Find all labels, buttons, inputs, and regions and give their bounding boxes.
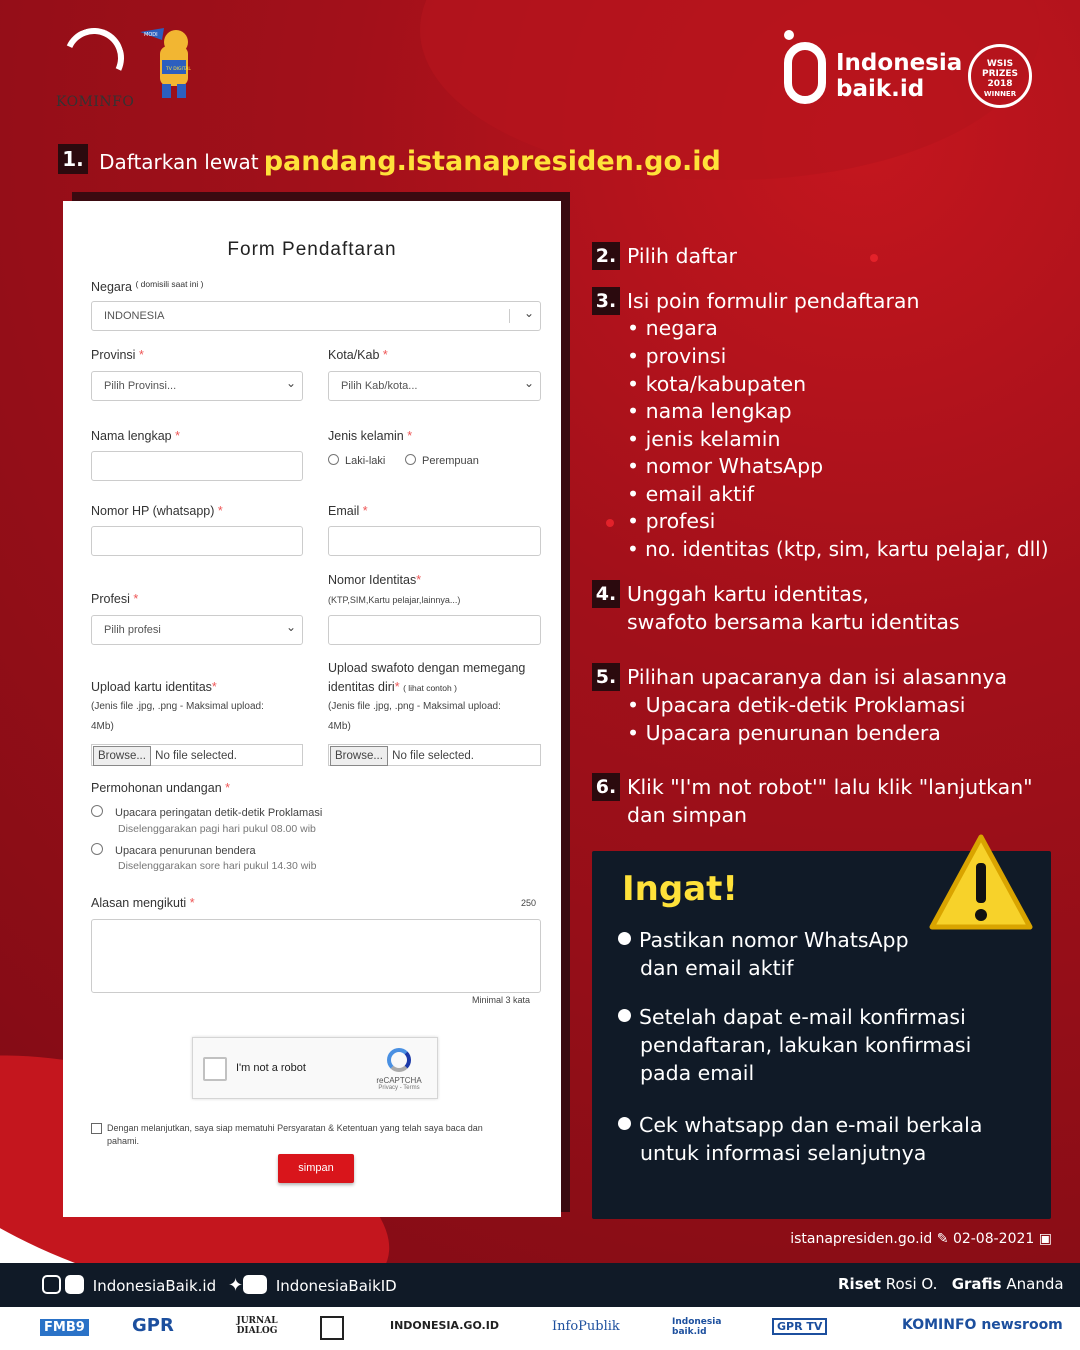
jk-label-text: Jenis kelamin xyxy=(328,429,404,443)
step-3-item: • negara xyxy=(627,316,718,340)
step-3-item: • kota/kabupaten xyxy=(627,372,807,396)
bullet-icon xyxy=(618,1009,631,1022)
jk-label xyxy=(328,429,412,443)
step-3-item: • no. identitas (ktp, sim, kartu pelajar, dll) xyxy=(627,537,1049,561)
required-mark: * xyxy=(138,348,144,362)
brand-line1: Indonesia xyxy=(836,50,963,76)
upload-kartu-label xyxy=(91,680,217,694)
step-6-line1: Klik "I'm not robot'" lalu klik "lanjutkan" xyxy=(627,775,1033,799)
partner-indonesiabaik: Indonesia baik.id xyxy=(672,1317,722,1337)
bullet-icon xyxy=(618,1117,631,1130)
negara-label xyxy=(91,279,204,294)
required-mark: * xyxy=(394,680,400,694)
ingat-line: pendaftaran, lakukan konfirmasi xyxy=(640,1033,972,1057)
identitas-label xyxy=(328,573,421,587)
instagram-icon xyxy=(42,1275,61,1294)
partner-gpr-tv: GPR TV xyxy=(772,1318,827,1335)
profesi-label-text: Profesi xyxy=(91,592,130,606)
step-3-item: • nomor WhatsApp xyxy=(627,454,824,478)
recaptcha[interactable] xyxy=(192,1037,438,1099)
required-mark: * xyxy=(225,781,231,795)
source-date: 02-08-2021 xyxy=(952,1231,1035,1247)
source-line xyxy=(790,1231,1052,1247)
lihat-contoh-link[interactable]: ( lihat contoh ) xyxy=(403,683,457,693)
step-6 xyxy=(592,773,1033,827)
upload-swafoto-hint xyxy=(328,697,501,737)
step-2 xyxy=(592,242,737,270)
calendar-icon: ▣ xyxy=(1038,1231,1052,1247)
kota-select[interactable]: Pilih Kab/kota... ⌄ xyxy=(328,371,541,401)
wsis-badge xyxy=(968,44,1032,108)
permohonan-label xyxy=(91,781,230,795)
step-4-line1: Unggah kartu identitas, xyxy=(627,582,869,606)
step-5-item: • Upacara detik-detik Proklamasi xyxy=(627,693,966,717)
jk-option-male[interactable] xyxy=(328,454,385,467)
provinsi-select[interactable]: Pilih Provinsi... ⌄ xyxy=(91,371,303,401)
step-3-item: • provinsi xyxy=(627,344,727,368)
upacara-option-1[interactable] xyxy=(91,805,322,819)
identitas-input[interactable] xyxy=(328,615,541,645)
radio-icon[interactable] xyxy=(328,454,339,465)
pin-icon: ✎ xyxy=(936,1231,949,1247)
wsis-line: 2018 xyxy=(987,79,1013,89)
hp-label xyxy=(91,504,223,518)
required-mark: * xyxy=(407,429,413,443)
required-mark: * xyxy=(175,429,180,443)
wsis-line: WSIS xyxy=(986,59,1014,69)
recaptcha-checkbox[interactable] xyxy=(203,1057,227,1081)
radio-icon[interactable] xyxy=(91,843,103,855)
kominfo-emblem-icon xyxy=(56,20,133,97)
ingat-line: Cek whatsapp dan e-mail berkala xyxy=(639,1113,983,1137)
hp-input[interactable] xyxy=(91,526,303,556)
recaptcha-text: I'm not a robot xyxy=(236,1062,306,1074)
step-4 xyxy=(592,580,960,634)
required-mark: * xyxy=(362,504,368,518)
email-input[interactable] xyxy=(328,526,541,556)
recaptcha-links[interactable]: Privacy - Terms xyxy=(378,1085,420,1091)
ingat-title: Ingat! xyxy=(622,869,738,909)
step-3-item: • nama lengkap xyxy=(627,399,792,423)
hint-line: (Jenis file .jpg, .png - Maksimal upload: xyxy=(328,701,501,712)
ingat-line: Setelah dapat e-mail konfirmasi xyxy=(639,1005,966,1029)
step-5-text: Pilihan upacaranya dan isi alasannya xyxy=(627,665,1008,689)
agree-text: Dengan melanjutkan, saya siap mematuhi Persyaratan & Ketentuan yang telah saya baca dan pahami. xyxy=(107,1123,483,1146)
step-5 xyxy=(592,663,1008,745)
partner-kominfo-icon xyxy=(320,1316,344,1340)
ingat-bullet-1 xyxy=(618,926,909,982)
partner-fmb9: FMB9 xyxy=(40,1319,89,1336)
identitas-label-text: Nomor Identitas xyxy=(328,573,417,587)
simpan-button[interactable]: simpan xyxy=(278,1154,354,1183)
hp-label-text: Nomor HP (whatsapp) xyxy=(91,504,215,518)
wsis-line: WINNER xyxy=(983,90,1017,98)
registration-form xyxy=(63,201,561,1217)
radio-icon[interactable] xyxy=(405,454,416,465)
required-mark: * xyxy=(416,573,422,587)
no-file-text: No file selected. xyxy=(392,750,474,762)
nama-input[interactable] xyxy=(91,451,303,481)
upload-swafoto-label: Upload swafoto dengan memegang xyxy=(328,661,526,675)
upload-kartu-file[interactable] xyxy=(91,744,303,766)
hint-line: (Jenis file .jpg, .png - Maksimal upload: xyxy=(91,701,264,712)
recaptcha-brand xyxy=(369,1048,429,1091)
wsis-line: PRIZES xyxy=(981,69,1019,79)
permohonan-text: Permohonan undangan xyxy=(91,781,222,795)
jk-option-female[interactable] xyxy=(405,454,479,467)
kota-label-text: Kota/Kab xyxy=(328,348,380,362)
step-1-text: Daftarkan lewat xyxy=(99,149,259,174)
swafoto-line2: identitas diri xyxy=(328,680,395,694)
negara-select[interactable]: INDONESIA ⌄ xyxy=(91,301,541,331)
negara-note: ( domisili saat ini ) xyxy=(135,279,204,289)
form-title: Form Pendaftaran xyxy=(227,239,397,260)
partner-gpr: GPR xyxy=(132,1315,174,1336)
youtube-icon xyxy=(243,1275,267,1294)
step-3-item: • email aktif xyxy=(627,482,755,506)
profesi-select[interactable]: Pilih profesi ⌄ xyxy=(91,615,303,645)
handle-2-text: IndonesiaBaikID xyxy=(275,1277,397,1295)
recaptcha-brand-text: reCAPTCHA xyxy=(376,1076,422,1085)
agree-checkbox-row[interactable] xyxy=(91,1122,511,1148)
profesi-label xyxy=(91,592,138,606)
step-6-line2: dan simpan xyxy=(627,803,747,827)
partner-jurnal-dialog: JURNAL DIALOG xyxy=(236,1316,278,1336)
alasan-textarea[interactable] xyxy=(91,919,541,993)
negara-label-text: Negara xyxy=(91,280,132,294)
radio-icon[interactable] xyxy=(91,805,103,817)
partner-indonesia-go-id: INDONESIA.GO.ID xyxy=(390,1319,499,1332)
grafis-label: Grafis xyxy=(951,1275,1002,1293)
handle-1-text: IndonesiaBaik.id xyxy=(92,1277,217,1295)
step-number: 1. xyxy=(58,144,88,174)
step-number: 5. xyxy=(592,663,620,691)
social-footer xyxy=(0,1263,1080,1307)
upload-swafoto-file[interactable] xyxy=(328,744,541,766)
partner-infopublik: InfoPublik xyxy=(552,1319,620,1334)
source-site: istanapresiden.go.id xyxy=(790,1231,933,1247)
hint-line: 4Mb) xyxy=(328,721,351,732)
jk-male-text: Laki-laki xyxy=(345,455,386,467)
no-file-text: No file selected. xyxy=(155,750,237,762)
social-handle-2[interactable] xyxy=(228,1275,397,1296)
agree-checkbox[interactable] xyxy=(91,1123,102,1134)
mascot-logo xyxy=(140,24,206,106)
alasan-counter: 250 xyxy=(521,898,537,908)
step-1 xyxy=(58,144,721,177)
grafis-name: Ananda xyxy=(1006,1275,1064,1293)
step-number: 2. xyxy=(592,242,620,270)
riset-name: Rosi O. xyxy=(885,1275,938,1293)
ib-mark-icon xyxy=(784,42,826,104)
browse-button[interactable]: Browse... xyxy=(93,746,151,766)
warning-icon xyxy=(928,833,1034,933)
brand-line2: baik.id xyxy=(836,76,925,102)
ingat-line: pada email xyxy=(640,1061,755,1085)
social-handle-1[interactable] xyxy=(42,1275,216,1295)
required-mark: * xyxy=(382,348,388,362)
upacara-option-2[interactable] xyxy=(91,843,256,857)
facebook-icon xyxy=(65,1275,84,1294)
email-label-text: Email xyxy=(328,504,360,518)
required-mark: * xyxy=(133,592,139,606)
required-mark: * xyxy=(211,680,217,694)
upacara-1-sub: Diselenggarakan pagi hari pukul 08.00 wib xyxy=(118,823,316,835)
step-3 xyxy=(592,287,1049,561)
ingat-bullet-3 xyxy=(618,1111,982,1167)
mascot-shirt-text: TV DIGITAL xyxy=(166,67,191,72)
upacara-2-sub: Diselenggarakan sore hari pukul 14.30 wib xyxy=(118,860,317,872)
ingat-bullet-2 xyxy=(618,1003,971,1087)
step-number: 6. xyxy=(592,773,620,801)
upacara-1-name: Upacara peringatan detik-detik Proklamasi xyxy=(115,807,323,819)
nama-label xyxy=(91,429,180,443)
ingat-line: Pastikan nomor WhatsApp xyxy=(639,928,909,952)
recaptcha-icon xyxy=(387,1048,411,1072)
browse-button[interactable]: Browse... xyxy=(330,746,388,766)
step-5-item: • Upacara penurunan bendera xyxy=(627,721,941,745)
credits xyxy=(838,1275,1064,1293)
required-mark: * xyxy=(217,504,223,518)
upload-kartu-hint xyxy=(91,697,264,737)
step-2-text: Pilih daftar xyxy=(627,244,737,268)
ib-brand-text xyxy=(836,50,962,102)
step-3-item: • profesi xyxy=(627,509,716,533)
ib-dot-icon xyxy=(784,30,794,40)
identitas-hint: (KTP,SIM,Kartu pelajar,lainnya...) xyxy=(328,595,461,605)
registration-url[interactable]: pandang.istanapresiden.go.id xyxy=(263,146,721,177)
provinsi-label-text: Provinsi xyxy=(91,348,136,362)
alasan-text: Alasan mengikuti xyxy=(91,896,187,910)
step-number: 4. xyxy=(592,580,620,608)
mascot-flag-text: MODI xyxy=(144,32,158,38)
hint-line: 4Mb) xyxy=(91,721,114,732)
riset-label: Riset xyxy=(838,1275,881,1293)
alasan-label xyxy=(91,896,195,910)
upacara-2-name: Upacara penurunan bendera xyxy=(115,845,256,857)
step-4-line2: swafoto bersama kartu identitas xyxy=(627,610,960,634)
step-3-item: • jenis kelamin xyxy=(627,427,781,451)
bullet-icon xyxy=(618,932,631,945)
step-number: 3. xyxy=(592,287,620,315)
decor-dot xyxy=(606,519,614,527)
ingat-line: untuk informasi selanjutnya xyxy=(640,1141,927,1165)
upload-swafoto-label-2 xyxy=(328,680,457,694)
provinsi-label xyxy=(91,348,144,362)
required-mark: * xyxy=(189,896,195,910)
twitter-icon: ✦ xyxy=(228,1275,244,1296)
step-3-text: Isi poin formulir pendaftaran xyxy=(627,289,920,313)
email-label xyxy=(328,504,368,518)
kota-label xyxy=(328,348,388,362)
alasan-min: Minimal 3 kata xyxy=(472,995,531,1005)
jk-female-text: Perempuan xyxy=(422,455,479,467)
upload-kartu-text: Upload kartu identitas xyxy=(91,680,212,694)
nama-label-text: Nama lengkap xyxy=(91,429,172,443)
ingat-line: dan email aktif xyxy=(640,956,794,980)
kominfo-logo xyxy=(56,28,135,110)
partner-kominfo-newsroom: KOMINFO newsroom xyxy=(902,1317,1063,1333)
partner-footer xyxy=(0,1307,1080,1350)
kominfo-label: KOMINFO xyxy=(56,94,135,110)
decor-dot xyxy=(870,254,878,262)
